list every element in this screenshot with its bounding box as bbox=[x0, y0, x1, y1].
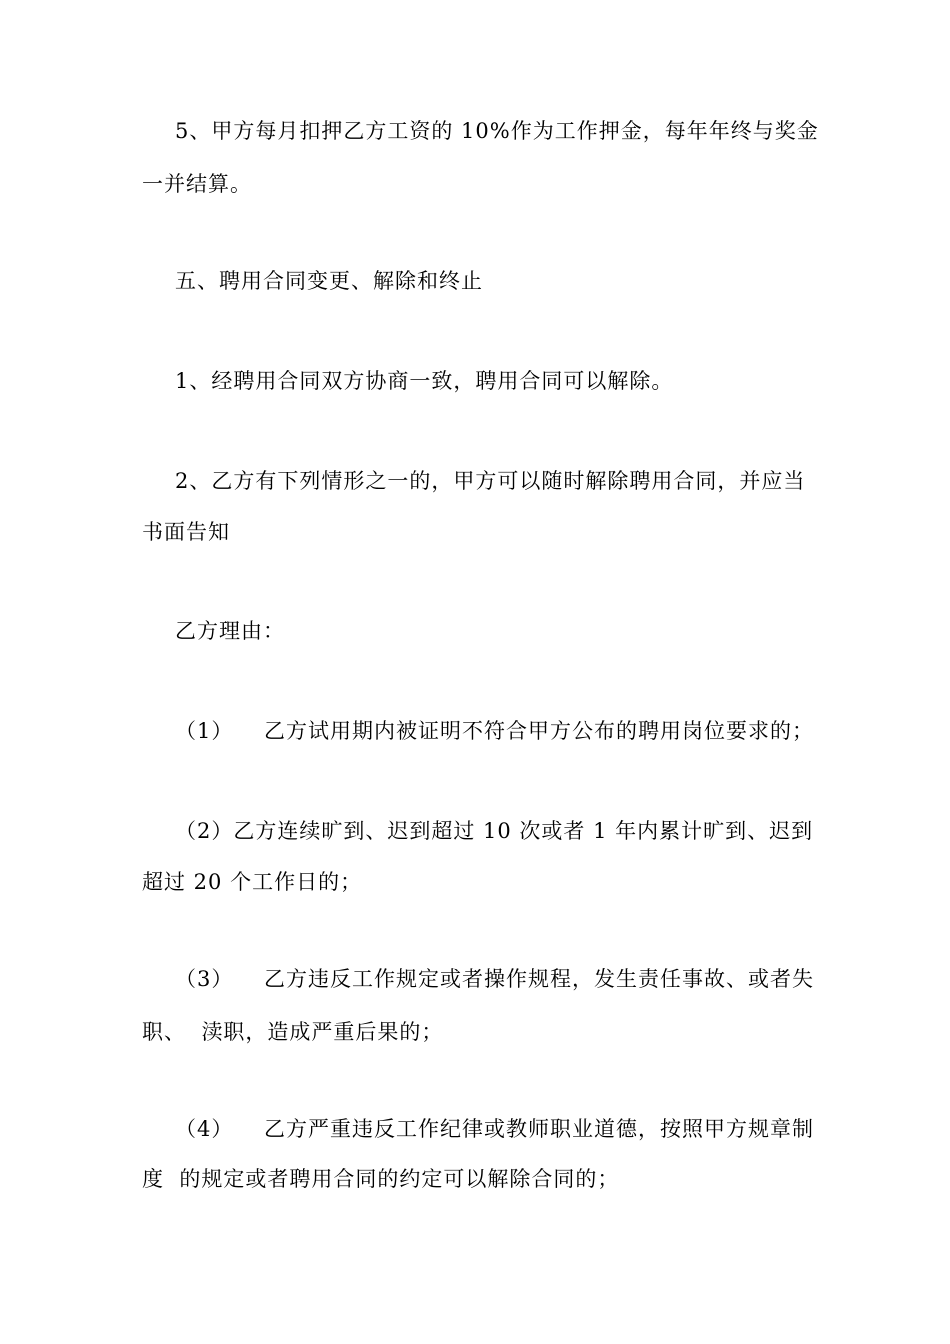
paragraph-5-deposit-line-2: 一并结算。 bbox=[142, 172, 252, 196]
clause-1-line-1: 1、经聘用合同双方协商一致，聘用合同可以解除。 bbox=[175, 369, 674, 393]
item-4-line-2: 度 的规定或者聘用合同的约定可以解除合同的； bbox=[142, 1167, 620, 1191]
item-2-line-1: （2）乙方连续旷到、迟到超过 10 次或者 1 年内累计旷到、迟到 bbox=[175, 819, 814, 843]
item-3-line-2: 职、 渎职，造成严重后果的； bbox=[142, 1020, 444, 1044]
item-2-line-2: 超过 20 个工作日的； bbox=[142, 870, 363, 894]
item-1-line-1: （1） 乙方试用期内被证明不符合甲方公布的聘用岗位要求的； bbox=[175, 719, 815, 743]
item-4-line-1: （4） 乙方严重违反工作纪律或教师职业道德，按照甲方规章制 bbox=[175, 1117, 815, 1141]
clause-2-line-2: 书面告知 bbox=[142, 520, 230, 544]
reason-heading: 乙方理由： bbox=[175, 619, 285, 643]
item-3-line-1: （3） 乙方违反工作规定或者操作规程，发生责任事故、或者失 bbox=[175, 967, 815, 991]
clause-2-line-1: 2、乙方有下列情形之一的，甲方可以随时解除聘用合同，并应当 bbox=[175, 469, 806, 493]
paragraph-5-deposit-line-1: 5、甲方每月扣押乙方工资的 10%作为工作押金，每年年终与奖金 bbox=[175, 119, 819, 143]
section-heading-5: 五、聘用合同变更、解除和终止 bbox=[175, 269, 483, 293]
